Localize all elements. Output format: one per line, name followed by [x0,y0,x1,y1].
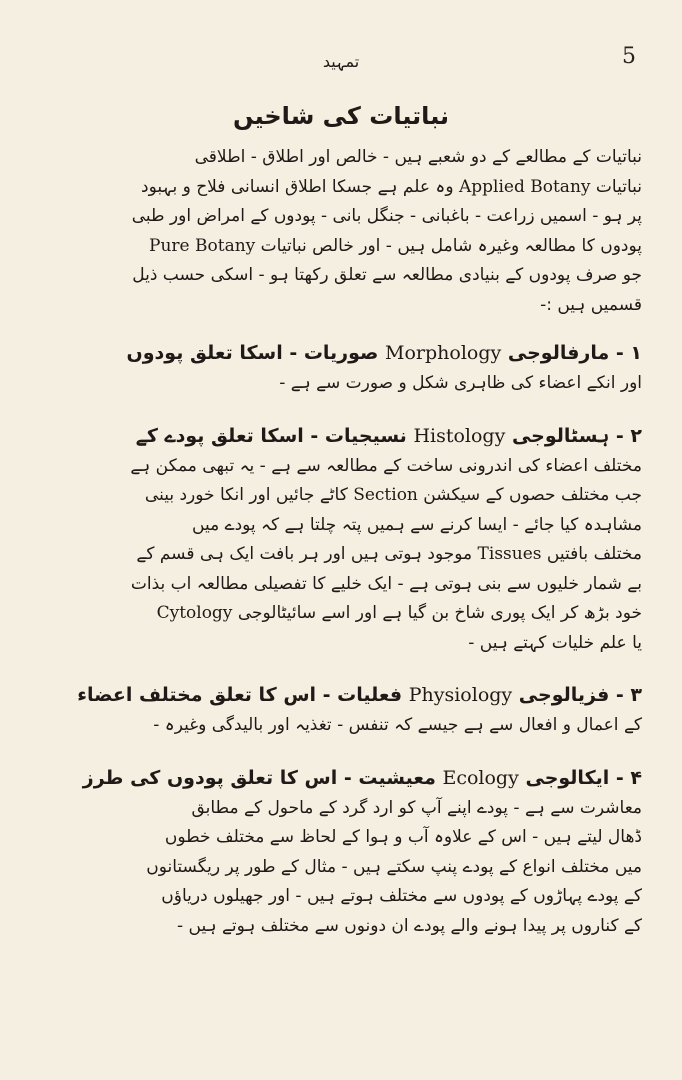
section-physiology [52,680,642,741]
text-line: میں مختلف انواع کے پودے پنپ سکتے ہیں - مثال کے طور پر ریگستانوں [146,856,642,877]
text-line: بے شمار خلیوں سے بنی ہوتی ہے - ایک خلیے کا تفصیلی مطالعہ اب بذات [130,573,642,594]
running-head: تمہید [322,52,360,71]
body-text [52,143,642,941]
section-morphology [52,338,642,399]
text-line: جو صرف پودوں کے بنیادی مطالعہ سے تعلق رکھتا ہو - اسکی حسب ذیل [132,265,642,285]
section-heading: ۲ - ہسٹالوجی Histology نسیجیات - اسکا تعلق پودے کے [135,424,642,447]
text-line: اور انکے اعضاء کی ظاہری شکل و صورت سے ہے - [279,373,642,393]
text-line: یا علم خلیات کہتے ہیں - [468,632,642,653]
text-line: مختلف بافتیں Tissues موجود ہوتی ہیں اور ہر بافت ایک ہی قسم کے [136,544,642,564]
text-line: نباتیات Applied Botany وہ علم ہے جسکا اطلاق انسانی فلاح و بہبود [141,176,642,197]
english-term: Tissues [477,544,542,564]
english-term: Pure Botany [149,235,256,256]
english-term: Ecology [442,766,519,789]
text-line: کے اعمال و افعال سے ہے جیسے کہ تنفس - تغذیہ اور بالیدگی وغیرہ - [153,715,642,735]
english-term: Cytology [156,603,233,623]
english-term: Section [353,485,418,505]
text-line: مشاہدہ کیا جائے - ایسا کرنے سے ہمیں پتہ چلتا ہے کہ پودے میں [192,514,642,535]
text-line: قسمیں ہیں :- [540,294,642,315]
text-line: کے پودے پہاڑوں کے پودوں سے مختلف ہوتے ہیں - اور جھیلوں دریاؤں [161,886,642,906]
intro-paragraph [52,143,642,320]
text-line: کے کناروں پر پیدا ہونے والے پودے ان دونوں سے مختلف ہوتے ہیں - [176,915,642,936]
text-line: پر ہو - اسمیں زراعت - باغبانی - جنگل بانی - پودوں کے امراض اور طبی [131,206,642,226]
english-term: Applied Botany [458,176,591,197]
text-line: ڈھال لیتے ہیں - اس کے علاوہ آب و ہوا کے لحاظ سے مختلف خطوں [164,827,642,847]
section-histology [52,421,642,659]
chapter-title: نباتیات کی شاخیں [232,102,449,130]
english-term: Morphology [385,342,502,364]
text-line: نباتیات کے مطالعے کے دو شعبے ہیں - خالص اور اطلاق - اطلاقی [194,147,642,167]
text-line: پودوں کا مطالعہ وغیرہ شامل ہیں - اور خالص نباتیات Pure Botany [149,235,642,256]
text-line: مختلف اعضاء کی اندرونی ساخت کے مطالعہ سے ہے - یہ تبھی ممکن ہے [130,455,642,476]
text-line: جب مختلف حصوں کے سیکشن Section کاٹے جائیں اور انکا خورد بینی [144,485,642,505]
english-term: Physiology [408,684,513,706]
text-line: خود بڑھ کر ایک پوری شاخ بن گیا ہے اور اسے سائیٹالوجی Cytology [156,603,642,623]
section-heading: ۱ - مارفالوجی Morphology صوریات - اسکا تعلق پودوں [126,342,642,364]
section-heading: ۳ - فزیالوجی Physiology فعلیات - اس کا تعلق مختلف اعضاء [77,684,642,706]
english-term: Histology [413,424,506,447]
section-ecology [52,763,642,942]
text-line: معاشرت سے ہے - پودے اپنے آپ کو ارد گرد کے ماحول کے مطابق [191,797,642,818]
section-heading: ۴ - ایکالوجی Ecology معیشیت - اس کا تعلق پودوں کی طرز [82,766,642,789]
page-number: 5 [622,44,636,69]
